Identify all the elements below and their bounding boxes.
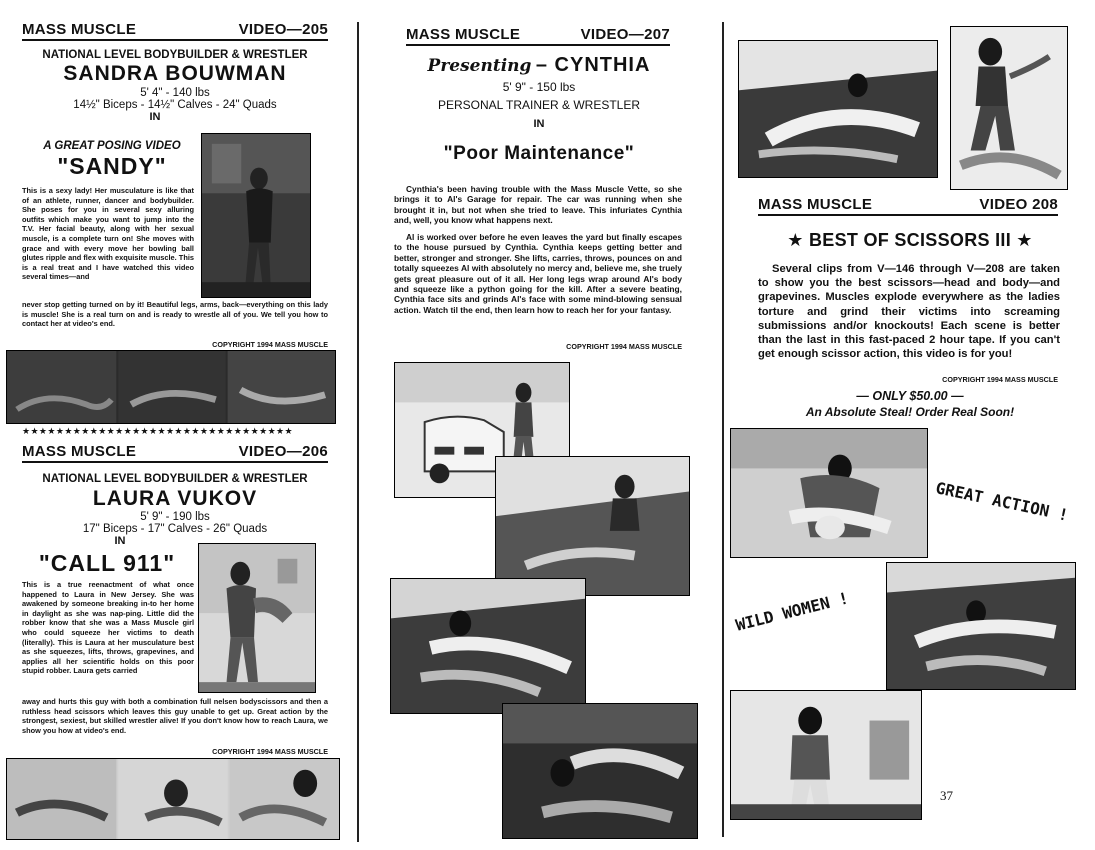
copyright: COPYRIGHT 1994 MASS MUSCLE [566, 342, 682, 351]
subtitle: NATIONAL LEVEL BODYBUILDER & WRESTLER [42, 473, 308, 485]
video-title: "SANDY" [57, 153, 167, 179]
video-207-header [406, 26, 670, 46]
measurements: 17" Biceps - 17" Calves - 26" Quads [82, 523, 268, 535]
brand-label: MASS MUSCLE [758, 196, 873, 213]
measurements: 14½" Biceps - 14½" Calves - 24" Quads [73, 99, 277, 111]
copyright: COPYRIGHT 1994 MASS MUSCLE [212, 747, 328, 756]
column-divider [722, 22, 724, 837]
video-208-header [758, 196, 1058, 216]
brand-label: MASS MUSCLE [22, 443, 137, 460]
video-205-header [22, 21, 328, 41]
photo-sandra-posing [201, 133, 311, 298]
photo-wild-women [886, 562, 1076, 690]
description-part-2: away and hurts this guy with both a combination full nelsen bodyscissors and then a ruthless head scissors which leaves this guy unable to get up. Great action by the strongest, sexiest, but skilled wrestler alive! If you don't know how to reach Laura, we show you how at video's end. [22, 697, 328, 735]
order-tagline: An Absolute Steal! Order Real Soon! [805, 405, 1015, 419]
photo-cynthia-floor [495, 456, 690, 596]
photo-sandra-strip [6, 350, 336, 424]
description-part-1: This is a true reenactment of what once happened to Laura in New Jersey. She was awakened by someone breaking in-to her home in daylight as she was nap-ping. Little did the robber know that she was a Mass Muscle girl who could squeeze her victims to death (literally). This is Laura at her musculature best as she squeezes, lifts, throws, grapevines, and applies all her scientific holds on this poor stupid robber. Laura gets carried [22, 580, 194, 676]
photo-laura-wrestling [198, 543, 316, 693]
description-part-1: This is a sexy lady! Her musculature is like that of an athlete, runner, dancer and bodybuilder. She poses for you in several sexy alluring outfits which make you want to jump into the T.V. Her facial beauty, along with her sexual muscle, is a complete turn on! She moves with grace and with every move her bowling ball glutes ripple and flex with exquisite muscle. This is a real treat and I have watched this video several times—and [22, 186, 194, 282]
presenting-script: Presenting [427, 56, 532, 76]
video-206-header [22, 443, 328, 463]
description: Several clips from V—146 through V—208 are taken to show you the best scissors—head and body—and grapevines. Muscles explode everywhere as the ladies torture and grind their victims into screaming submissions and/or knockouts! Each scene is better than the last in this fast-paced 2 hour tape. If you can't get enough scissor action, this video is for you! [758, 263, 1060, 361]
stats: 5' 9" - 150 lbs [502, 80, 576, 94]
photo-top-left [738, 40, 938, 178]
video-number: VIDEO—207 [580, 26, 670, 43]
video-208-section [758, 196, 1058, 216]
in-label: IN [114, 535, 126, 547]
photo-cynthia-grappling [502, 703, 698, 839]
performer-name: – CYNTHIA [535, 54, 651, 76]
great-action-caption: GREAT ACTION ! [934, 478, 1070, 525]
stats: 5' 9" - 190 lbs [140, 511, 210, 523]
in-label: IN [533, 118, 545, 130]
video-title: ★ BEST OF SCISSORS III ★ [787, 230, 1033, 250]
presenting-line [380, 54, 698, 77]
in-label: IN [149, 111, 161, 123]
description-part-2: never stop getting turned on by it! Beautiful legs, arms, back—everything on this lady is muscle! She is a real turn on and is ready to wrestle all of you. We tell you how to contact her at video's end. [22, 300, 328, 329]
video-206-section [22, 443, 328, 547]
brand-label: MASS MUSCLE [406, 26, 521, 43]
tagline: A GREAT POSING VIDEO [43, 140, 181, 152]
video-number: VIDEO—206 [238, 443, 328, 460]
video-title: "Poor Maintenance" [443, 143, 635, 164]
photo-laura-strip [6, 758, 340, 840]
photo-great-action [730, 428, 928, 558]
subtitle: PERSONAL TRAINER & WRESTLER [437, 98, 641, 112]
column-middle [380, 0, 698, 850]
star-separator: ★★★★★★★★★★★★★★★★★★★★★★★★★★★★★★★★ [22, 426, 293, 436]
description-para-2: Al is worked over before he even leaves the yard but finally escapes to the house pursued by Cynthia. Cynthia keeps getting better and better, stronger and stronger. She lifts, carries, throws, pounces on and totally squeezes Al with absolutely no mercy and, believe me, she truely gets great pleasure out of it all. Her long legs wrap around Al's body and squeeze like a python going for the kill. After a severe beating, Cynthia face sits and grinds Al's face with some mind-blowing sensual action. Watch til the end, then learn how to reach her for your fantasy. [394, 232, 682, 315]
wild-women-caption: WILD WOMEN ! [733, 588, 851, 635]
column-divider [357, 22, 359, 842]
performer-name: LAURA VUKOV [92, 487, 258, 510]
brand-label: MASS MUSCLE [22, 21, 137, 38]
copyright: COPYRIGHT 1994 MASS MUSCLE [212, 340, 328, 349]
page-number: 37 [940, 788, 953, 803]
video-title: "CALL 911" [38, 550, 176, 576]
photo-cynthia-scissors [390, 578, 586, 714]
video-207-section [406, 26, 670, 46]
description-para-1: Cynthia's been having trouble with the Mass Muscle Vette, so she brings it to Al's Garage for repair. The car was running when she brought it in, but not when she tried to leave. This infuriates Cynthia and, well, you know what happens next. [394, 184, 682, 226]
stats: 5' 4" - 140 lbs [140, 87, 210, 99]
column-left [8, 0, 334, 850]
photo-bottom [730, 690, 922, 820]
video-205-section [22, 21, 328, 123]
performer-name: SANDRA BOUWMAN [63, 62, 287, 85]
price: — ONLY $50.00 — [856, 389, 964, 403]
photo-top-right [950, 26, 1068, 190]
video-number: VIDEO—205 [238, 21, 328, 38]
video-number: VIDEO 208 [979, 196, 1058, 213]
subtitle: NATIONAL LEVEL BODYBUILDER & WRESTLER [42, 49, 308, 61]
copyright: COPYRIGHT 1994 MASS MUSCLE [942, 375, 1058, 384]
column-right [730, 0, 1090, 850]
